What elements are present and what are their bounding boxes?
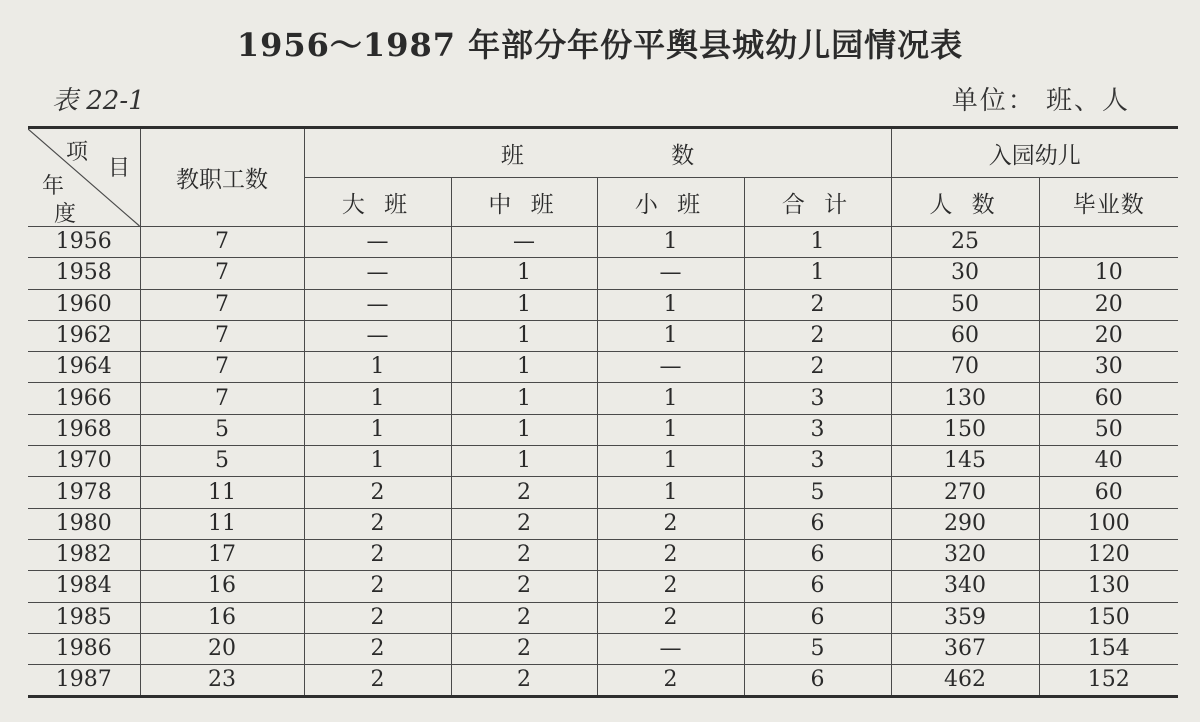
table-row <box>28 258 1178 289</box>
total-cell: 2 <box>744 289 891 320</box>
graduates-cell: 130 <box>1039 571 1178 602</box>
graduates-cell: 20 <box>1039 320 1178 351</box>
table-row <box>28 477 1178 508</box>
year-cell: 1968 <box>28 414 140 445</box>
graduates-cell: 20 <box>1039 289 1178 320</box>
graduates-cell: 154 <box>1039 633 1178 664</box>
table-row <box>28 665 1178 697</box>
total-cell: 6 <box>744 602 891 633</box>
small-class-cell: 1 <box>597 446 744 477</box>
big-class-cell: 2 <box>304 602 451 633</box>
total-header: 合 计 <box>744 178 891 227</box>
small-class-cell: 2 <box>597 508 744 539</box>
big-class-cell: 1 <box>304 383 451 414</box>
big-class-cell: 1 <box>304 446 451 477</box>
small-class-cell: 1 <box>597 383 744 414</box>
table-row <box>28 352 1178 383</box>
year-cell: 1970 <box>28 446 140 477</box>
count-cell: 25 <box>891 227 1039 258</box>
small-class-cell: 2 <box>597 571 744 602</box>
big-class-cell: — <box>304 258 451 289</box>
table-row <box>28 227 1178 258</box>
big-class-cell: — <box>304 227 451 258</box>
big-class-cell: 1 <box>304 414 451 445</box>
big-class-cell: 2 <box>304 508 451 539</box>
staff-cell: 7 <box>140 320 304 351</box>
count-cell: 462 <box>891 665 1039 697</box>
mid-class-cell: 1 <box>451 320 597 351</box>
graduates-cell: 120 <box>1039 539 1178 570</box>
mid-class-cell: 2 <box>451 571 597 602</box>
total-cell: 3 <box>744 383 891 414</box>
table-number: 表 22-1 <box>52 86 145 116</box>
total-cell: 2 <box>744 352 891 383</box>
small-class-cell: — <box>597 633 744 664</box>
corner-year-bottom: 度 <box>54 202 77 227</box>
year-cell: 1958 <box>28 258 140 289</box>
mid-class-cell: 2 <box>451 602 597 633</box>
count-cell: 60 <box>891 320 1039 351</box>
graduates-cell: 40 <box>1039 446 1178 477</box>
entry-header: 入园幼儿 <box>891 128 1178 178</box>
table-row <box>28 289 1178 320</box>
count-cell: 70 <box>891 352 1039 383</box>
mid-class-cell: 2 <box>451 665 597 697</box>
year-cell: 1984 <box>28 571 140 602</box>
page-title: 1956～1987 年部分年份平舆县城幼儿园情况表 <box>236 26 964 64</box>
year-cell: 1962 <box>28 320 140 351</box>
staff-cell: 11 <box>140 477 304 508</box>
table-row <box>28 539 1178 570</box>
table-row <box>28 571 1178 602</box>
count-cell: 145 <box>891 446 1039 477</box>
count-header: 人 数 <box>891 178 1039 227</box>
count-cell: 340 <box>891 571 1039 602</box>
year-cell: 1964 <box>28 352 140 383</box>
small-class-cell: 1 <box>597 289 744 320</box>
total-cell: 5 <box>744 477 891 508</box>
year-cell: 1966 <box>28 383 140 414</box>
graduates-cell: 60 <box>1039 477 1178 508</box>
mid-class-cell: 1 <box>451 446 597 477</box>
graduates-cell: 10 <box>1039 258 1178 289</box>
graduates-cell: 100 <box>1039 508 1178 539</box>
small-class-cell: 2 <box>597 539 744 570</box>
table-row <box>28 320 1178 351</box>
corner-header <box>28 128 140 227</box>
table-row <box>28 383 1178 414</box>
big-class-header: 大 班 <box>304 178 451 227</box>
staff-cell: 7 <box>140 227 304 258</box>
count-cell: 367 <box>891 633 1039 664</box>
classes-header-label: 班 数 <box>500 142 765 169</box>
mid-class-cell: 1 <box>451 383 597 414</box>
count-cell: 290 <box>891 508 1039 539</box>
table-row <box>28 508 1178 539</box>
total-cell: 5 <box>744 633 891 664</box>
kindergarten-table <box>28 126 1178 698</box>
big-class-cell: 2 <box>304 539 451 570</box>
mid-class-header: 中 班 <box>451 178 597 227</box>
small-class-header: 小 班 <box>597 178 744 227</box>
count-cell: 130 <box>891 383 1039 414</box>
count-cell: 50 <box>891 289 1039 320</box>
year-cell: 1960 <box>28 289 140 320</box>
mid-class-cell: — <box>451 227 597 258</box>
staff-cell: 23 <box>140 665 304 697</box>
mid-class-cell: 1 <box>451 352 597 383</box>
big-class-cell: 1 <box>304 352 451 383</box>
total-cell: 6 <box>744 665 891 697</box>
table-row <box>28 633 1178 664</box>
count-cell: 30 <box>891 258 1039 289</box>
total-cell: 2 <box>744 320 891 351</box>
small-class-cell: 2 <box>597 602 744 633</box>
staff-cell: 7 <box>140 289 304 320</box>
graduates-cell: 152 <box>1039 665 1178 697</box>
big-class-cell: 2 <box>304 571 451 602</box>
small-class-cell: 1 <box>597 227 744 258</box>
year-cell: 1986 <box>28 633 140 664</box>
big-class-cell: 2 <box>304 665 451 697</box>
year-cell: 1980 <box>28 508 140 539</box>
staff-header: 教职工数 <box>140 128 304 227</box>
staff-cell: 7 <box>140 352 304 383</box>
table-row <box>28 446 1178 477</box>
staff-cell: 16 <box>140 602 304 633</box>
corner-item-top: 项 <box>66 140 89 165</box>
table-row <box>28 414 1178 445</box>
year-cell: 1978 <box>28 477 140 508</box>
big-class-cell: 2 <box>304 633 451 664</box>
small-class-cell: 1 <box>597 477 744 508</box>
count-cell: 320 <box>891 539 1039 570</box>
mid-class-cell: 2 <box>451 508 597 539</box>
staff-cell: 16 <box>140 571 304 602</box>
total-cell: 1 <box>744 258 891 289</box>
total-cell: 1 <box>744 227 891 258</box>
small-class-cell: — <box>597 258 744 289</box>
count-cell: 150 <box>891 414 1039 445</box>
staff-cell: 17 <box>140 539 304 570</box>
big-class-cell: — <box>304 289 451 320</box>
classes-header <box>304 128 891 178</box>
small-class-cell: 1 <box>597 414 744 445</box>
staff-cell: 5 <box>140 446 304 477</box>
unit-label: 单位： 班、人 <box>951 86 1130 116</box>
graduates-header: 毕业数 <box>1039 178 1178 227</box>
mid-class-cell: 2 <box>451 633 597 664</box>
year-cell: 1987 <box>28 665 140 697</box>
total-cell: 3 <box>744 414 891 445</box>
total-cell: 6 <box>744 539 891 570</box>
year-cell: 1985 <box>28 602 140 633</box>
big-class-cell: 2 <box>304 477 451 508</box>
staff-cell: 20 <box>140 633 304 664</box>
staff-cell: 5 <box>140 414 304 445</box>
mid-class-cell: 1 <box>451 289 597 320</box>
mid-class-cell: 2 <box>451 477 597 508</box>
small-class-cell: 2 <box>597 665 744 697</box>
corner-year-top: 年 <box>42 174 65 199</box>
graduates-cell: 50 <box>1039 414 1178 445</box>
mid-class-cell: 1 <box>451 258 597 289</box>
graduates-cell: 150 <box>1039 602 1178 633</box>
year-cell: 1982 <box>28 539 140 570</box>
total-cell: 3 <box>744 446 891 477</box>
staff-cell: 11 <box>140 508 304 539</box>
staff-cell: 7 <box>140 258 304 289</box>
total-cell: 6 <box>744 571 891 602</box>
graduates-cell: 60 <box>1039 383 1178 414</box>
year-cell: 1956 <box>28 227 140 258</box>
small-class-cell: 1 <box>597 320 744 351</box>
graduates-cell <box>1039 227 1178 258</box>
count-cell: 270 <box>891 477 1039 508</box>
small-class-cell: — <box>597 352 744 383</box>
table-row <box>28 602 1178 633</box>
graduates-cell: 30 <box>1039 352 1178 383</box>
staff-cell: 7 <box>140 383 304 414</box>
big-class-cell: — <box>304 320 451 351</box>
corner-item-mid: 目 <box>108 156 131 181</box>
total-cell: 6 <box>744 508 891 539</box>
count-cell: 359 <box>891 602 1039 633</box>
mid-class-cell: 1 <box>451 414 597 445</box>
mid-class-cell: 2 <box>451 539 597 570</box>
